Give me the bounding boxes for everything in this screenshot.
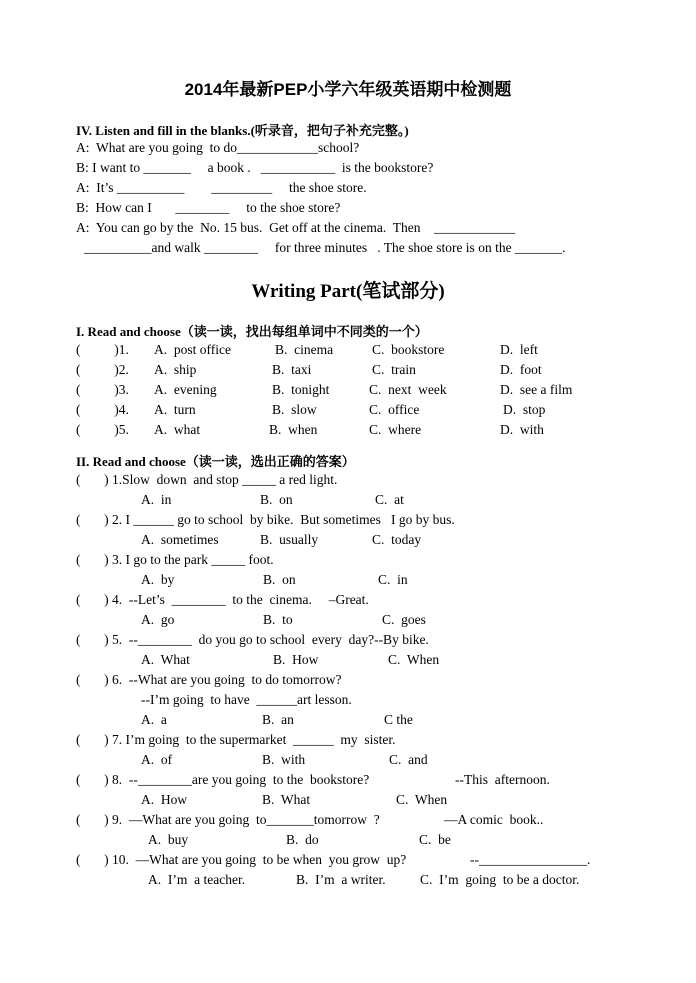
option-b: B. What (262, 792, 311, 807)
question-number: ( )3. (76, 382, 129, 397)
option-a: A. I’m a teacher. (148, 872, 246, 887)
answer-reply: --________________. (470, 852, 591, 867)
part2-heading: II. Read and choose（读一读，选出正确的答案） (76, 454, 355, 469)
option-b: B. taxi (272, 362, 312, 377)
option-c: C. goes (382, 612, 426, 627)
option-b: B. on (263, 572, 296, 587)
option-c: C. next week (369, 382, 447, 397)
option-b: B. cinema (275, 342, 334, 357)
option-a: A. a (141, 712, 167, 727)
option-b: B. when (269, 422, 318, 437)
option-c: C. and (389, 752, 428, 767)
question-number: ( )1. (76, 342, 129, 357)
option-b: B. How (273, 652, 319, 667)
option-b: B. slow (272, 402, 317, 417)
question-text: ( ) 2. I ______ go to school by bike. But sometimes I go by bus. (76, 512, 455, 527)
option-a: A. in (141, 492, 172, 507)
question-text: ( ) 5. --________ do you go to school every day?--By bike. (76, 632, 429, 647)
question-text: ( ) 7. I’m going to the supermarket ______ my sister. (76, 732, 396, 747)
option-c: C. I’m going to be a doctor. (420, 872, 580, 887)
answer-reply: --This afternoon. (455, 772, 550, 787)
question-text: ( ) 9. —What are you going to_______tomorrow ? (76, 812, 380, 827)
question-text: ( ) 4. --Let’s ________ to the cinema. –Great. (76, 592, 369, 607)
question-text: ( ) 3. I go to the park _____ foot. (76, 552, 274, 567)
option-d: D. stop (503, 402, 546, 417)
dialogue-line: B: I want to _______ a book . ___________ is the bookstore? (76, 160, 434, 175)
option-a: A. go (141, 612, 175, 627)
option-a: A. How (141, 792, 188, 807)
option-a: A. turn (154, 402, 196, 417)
question-number: ( )4. (76, 402, 129, 417)
option-b: B. with (262, 752, 306, 767)
option-d: D. foot (500, 362, 542, 377)
part1-heading: I. Read and choose（读一读，找出每组单词中不同类的一个） (76, 324, 428, 339)
listening-heading: IV. Listen and fill in the blanks.(听录音，把句子补充完整。) (76, 123, 409, 138)
option-b: B. do (286, 832, 319, 847)
option-a: A. evening (154, 382, 217, 397)
option-a: A. buy (148, 832, 189, 847)
option-b: B. usually (260, 532, 319, 547)
writing-part-title: Writing Part(笔试部分) (251, 281, 445, 302)
option-c: C. at (375, 492, 404, 507)
option-a: A. What (141, 652, 190, 667)
option-d: D. left (500, 342, 538, 357)
question-text: ( ) 10. —What are you going to be when you grow up? (76, 852, 407, 867)
dialogue-line: B: How can I ________ to the shoe store? (76, 200, 341, 215)
question-number: ( )2. (76, 362, 129, 377)
question-text: ( ) 8. --________are you going to the bookstore? (76, 772, 370, 787)
dialogue-line: A: What are you going to do____________school? (76, 140, 360, 155)
option-a: A. by (141, 572, 175, 587)
dialogue-line: A: You can go by the No. 15 bus. Get off at the cinema. Then ____________ (76, 220, 515, 235)
question-text-reply: --I’m going to have ______art lesson. (141, 692, 352, 707)
option-a: A. what (154, 422, 201, 437)
option-c: C the (384, 712, 413, 727)
option-d: D. see a film (500, 382, 573, 397)
option-b: B. I’m a writer. (296, 872, 386, 887)
option-c: C. When (396, 792, 448, 807)
option-a: A. post office (154, 342, 231, 357)
option-c: C. where (369, 422, 422, 437)
option-c: C. train (372, 362, 416, 377)
question-number: ( )5. (76, 422, 129, 437)
option-d: D. with (500, 422, 544, 437)
option-a: A. of (141, 752, 173, 767)
option-a: A. sometimes (141, 532, 219, 547)
dialogue-line: A: It’s __________ _________ the shoe store. (76, 180, 367, 195)
option-b: B. on (260, 492, 293, 507)
option-c: C. bookstore (372, 342, 445, 357)
option-c: C. When (388, 652, 440, 667)
question-text: ( ) 6. --What are you going to do tomorrow? (76, 672, 342, 687)
option-c: C. office (369, 402, 420, 417)
option-b: B. tonight (272, 382, 330, 397)
option-a: A. ship (154, 362, 197, 377)
question-text: ( ) 1.Slow down and stop _____ a red light. (76, 472, 338, 487)
option-c: C. today (372, 532, 422, 547)
option-c: C. be (419, 832, 451, 847)
dialogue-line: __________and walk ________ for three minutes . The shoe store is on the _______. (84, 240, 566, 255)
option-b: B. to (263, 612, 293, 627)
answer-reply: —A comic book.. (444, 812, 544, 827)
page-title: 2014年最新PEP小学六年级英语期中检测题 (184, 80, 512, 99)
option-b: B. an (262, 712, 294, 727)
option-c: C. in (378, 572, 408, 587)
